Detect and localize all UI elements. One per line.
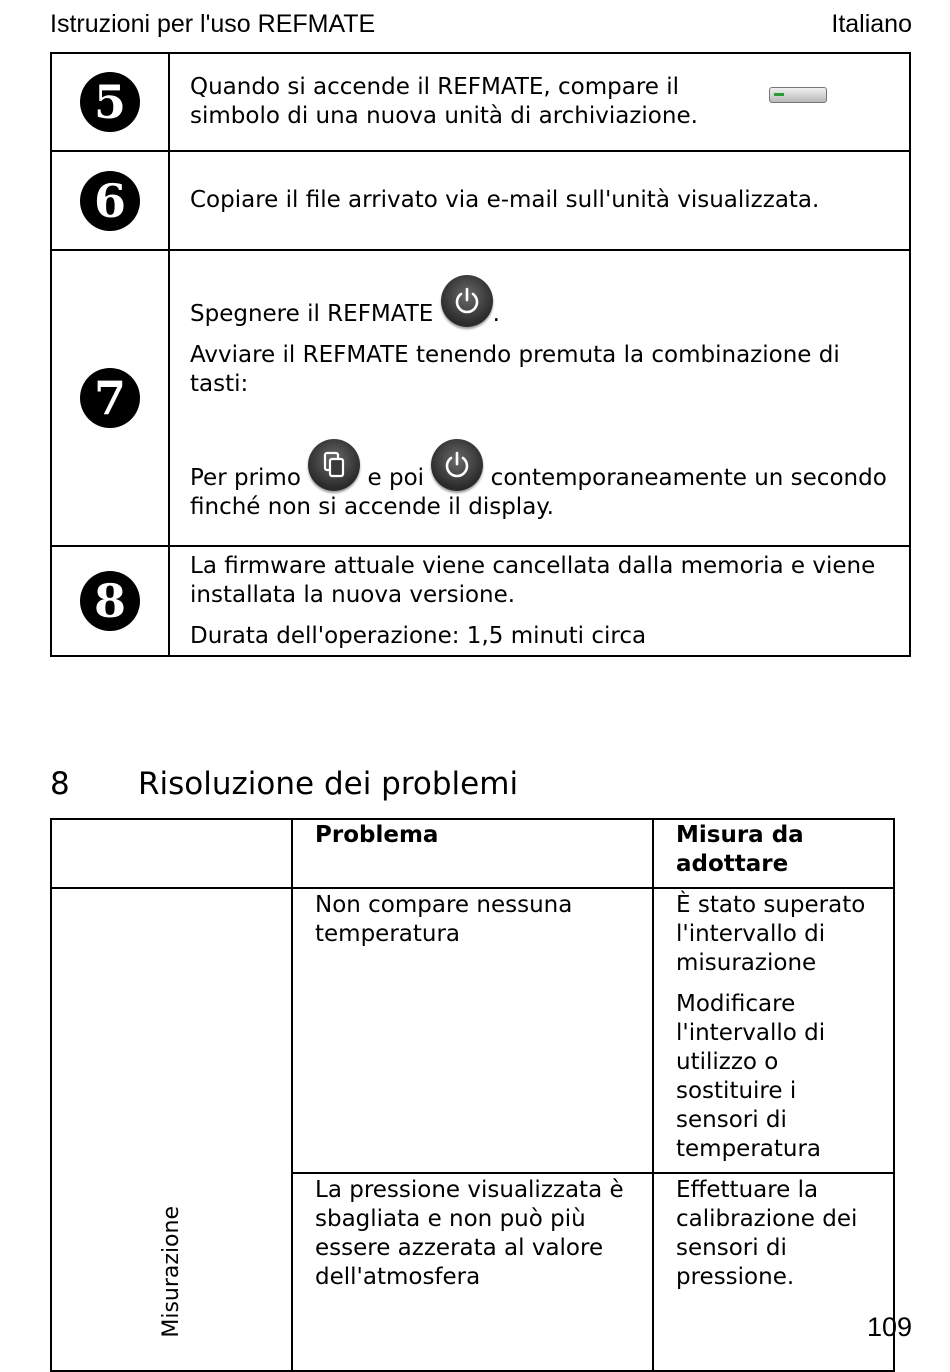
header-problem: Problema bbox=[292, 819, 653, 888]
step-number-6: 6 bbox=[80, 171, 140, 231]
table-header-row bbox=[51, 819, 894, 888]
measure-text: È stato superato l'intervallo di misurazione bbox=[676, 892, 866, 976]
header-language: Italiano bbox=[831, 10, 912, 38]
drive-icon bbox=[769, 87, 827, 103]
step-number-5: 5 bbox=[80, 72, 140, 132]
step-row-8 bbox=[51, 546, 910, 656]
category-cell bbox=[51, 888, 292, 1371]
step-row-7 bbox=[51, 250, 910, 546]
problem-text: La pressione visualizzata è sbagliata e non può più essere azzerata al valore dell'atmosfera bbox=[315, 1177, 624, 1290]
table-row bbox=[51, 888, 894, 1173]
step-5-text: Quando si accende il REFMATE, compare il simbolo di una nuova unità di archiviazione. bbox=[190, 74, 698, 129]
steps-table bbox=[50, 52, 911, 657]
section-number: 8 bbox=[50, 766, 70, 802]
troubleshooting-table bbox=[50, 818, 895, 1372]
measure-text: Modificare l'intervallo di utilizzo o sostituire i sensori di temperatura bbox=[676, 991, 826, 1162]
copy-button-icon bbox=[308, 439, 360, 491]
step-7-line1: Spegnere il REFMATE . bbox=[190, 275, 899, 329]
page-number: 109 bbox=[866, 1312, 912, 1342]
step-6-text: Copiare il file arrivato via e-mail sull'unità visualizzata. bbox=[190, 187, 820, 213]
step-7-line2: Avviare il REFMATE tenendo premuta la combinazione di tasti: bbox=[190, 341, 840, 397]
power-button-icon bbox=[431, 439, 483, 491]
section-title bbox=[50, 766, 518, 802]
step-8-duration: Durata dell'operazione: 1,5 minuti circa bbox=[190, 622, 647, 649]
problem-text: Non compare nessuna temperatura bbox=[315, 892, 573, 947]
step-row-6 bbox=[51, 151, 910, 250]
category-label: Misurazione bbox=[159, 1206, 184, 1338]
measure-text: Effettuare la calibrazione dei sensori di pressione. bbox=[676, 1177, 858, 1290]
header-title: Istruzioni per l'uso REFMATE bbox=[50, 10, 376, 38]
step-row-5 bbox=[51, 53, 910, 151]
step-8-text: La firmware attuale viene cancellata dalla memoria e viene installata la nuova versione. bbox=[190, 552, 876, 608]
section-title-text: Risoluzione dei problemi bbox=[138, 766, 519, 802]
step-7-line3: Per primo e poi contemporaneamente un secondo finché non si accende il display. bbox=[190, 439, 899, 522]
header-measure: Misura da adottare bbox=[653, 819, 894, 888]
step-number-7: 7 bbox=[80, 368, 140, 428]
power-button-icon bbox=[441, 275, 493, 327]
step-number-8: 8 bbox=[80, 571, 140, 631]
